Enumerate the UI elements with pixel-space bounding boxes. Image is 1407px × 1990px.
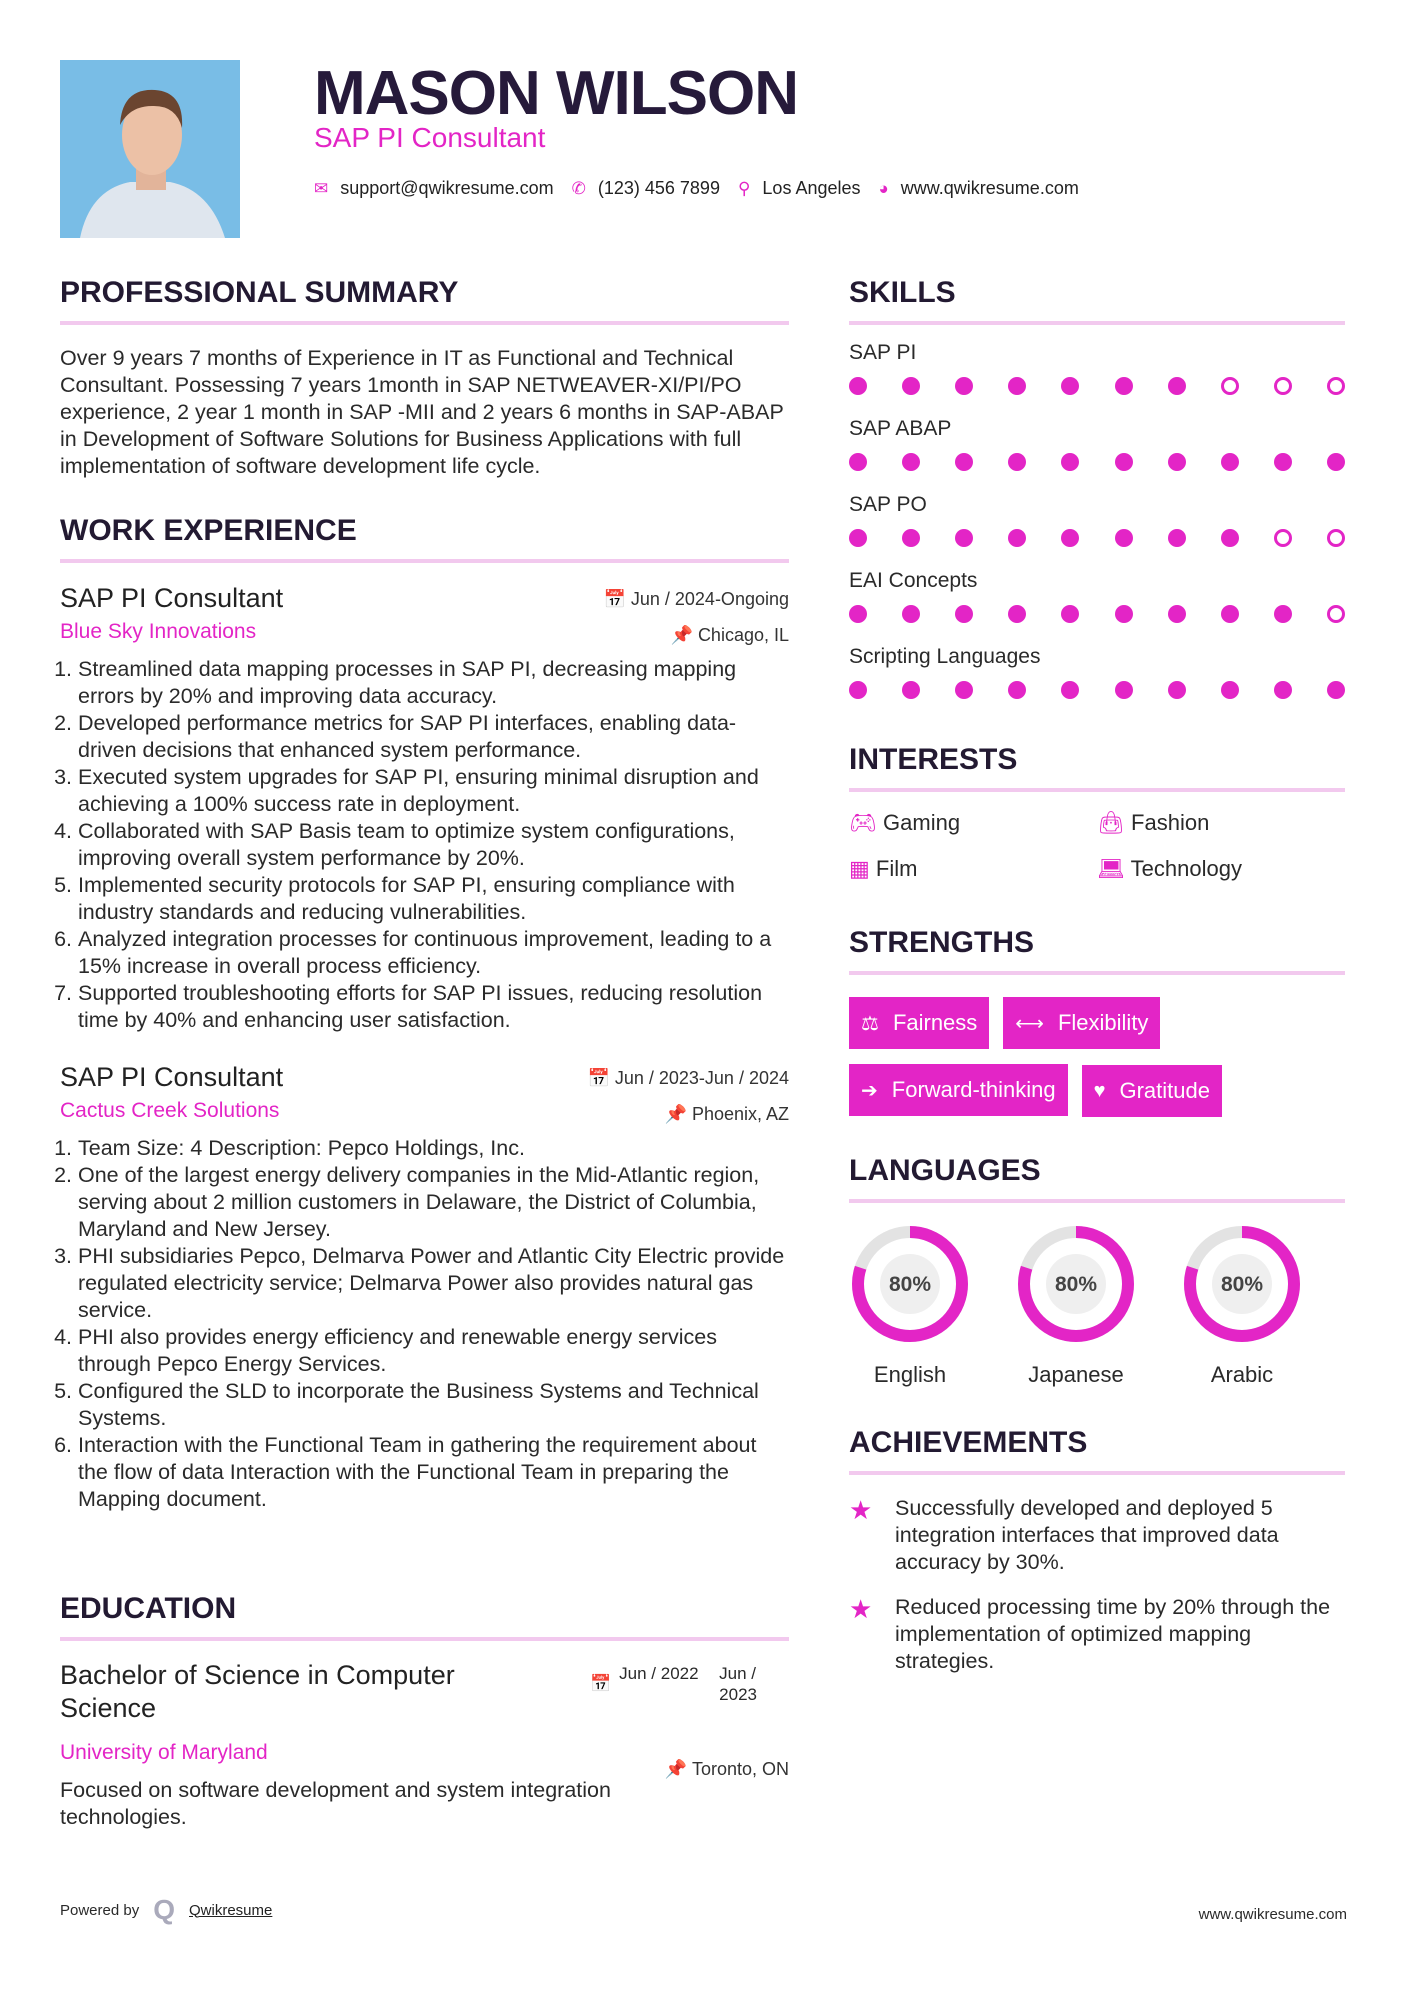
section-heading: INTERESTS	[849, 743, 1018, 776]
summary-section	[60, 276, 789, 480]
rating-dot	[955, 529, 973, 547]
rating-dot	[849, 681, 867, 699]
rating-dot	[902, 605, 920, 623]
rating-dot	[1008, 681, 1026, 699]
rating-dot	[1115, 529, 1133, 547]
rating-dot	[955, 453, 973, 471]
language-progress-ring	[845, 1219, 975, 1349]
strength-gratitude	[1082, 1065, 1222, 1117]
rating-dot	[1061, 605, 1079, 623]
list-item: 1. Streamlined data mapping processes in SAP PI, decreasing mapping errors by 20% and improving data accuracy.	[78, 656, 789, 710]
list-item: 4. PHI also provides energy efficiency and renewable energy services through Pepco Energy Services.	[78, 1324, 789, 1378]
email[interactable]: support@qwikresume.com	[340, 178, 554, 198]
skill-name: SAP PO	[849, 493, 927, 516]
skill-name: EAI Concepts	[849, 569, 978, 592]
rating-dot	[902, 529, 920, 547]
job-date	[603, 589, 789, 610]
powered-by-label: Powered by	[60, 1901, 140, 1919]
pin-icon: 📌	[664, 1104, 692, 1124]
skill-rating	[849, 681, 1345, 699]
rating-dot	[1274, 529, 1292, 547]
date-text: Jun / 2023-Jun / 2024	[614, 1068, 789, 1088]
education-text: Focused on software development and system integration technologies.	[60, 1778, 611, 1829]
list-item: 5. Configured the SLD to incorporate the Business Systems and Technical Systems.	[78, 1378, 789, 1432]
divider	[60, 559, 789, 563]
footer-website[interactable]: www.qwikresume.com	[1198, 1906, 1347, 1923]
skill-item	[849, 341, 1345, 395]
rating-dot	[955, 681, 973, 699]
rating-dot	[955, 605, 973, 623]
section-heading: SKILLS	[849, 276, 956, 309]
language-name: Japanese	[1028, 1362, 1124, 1387]
rating-dot	[902, 453, 920, 471]
rating-dot	[1168, 681, 1186, 699]
phone-icon: ✆	[571, 178, 586, 198]
envelope-icon: ✉	[314, 178, 329, 198]
job-bullets	[60, 1135, 789, 1513]
job-entry	[60, 583, 789, 1034]
job-title: SAP PI Consultant	[314, 122, 546, 153]
rating-dot	[1115, 681, 1133, 699]
percent-label: 80%	[888, 1273, 932, 1296]
rating-dot	[902, 681, 920, 699]
list-item: 3. PHI subsidiaries Pepco, Delmarva Power and Atlantic City Electric provide regulated electricity service; Delmarva Power also provides natural gas service.	[78, 1243, 789, 1324]
strength-label: Forward-thinking	[891, 1077, 1056, 1102]
rating-dot	[1061, 681, 1079, 699]
rating-dot	[955, 377, 973, 395]
strength-forward-thinking	[849, 1064, 1068, 1116]
section-heading: PROFESSIONAL SUMMARY	[60, 276, 459, 309]
divider	[849, 971, 1345, 975]
job-location	[665, 1104, 789, 1125]
calendar-icon: 📅	[590, 1674, 612, 1693]
start-date: Jun / 2022	[619, 1664, 699, 1683]
rating-dot	[1115, 453, 1133, 471]
interests-section	[849, 743, 1345, 882]
list-item: 6. Interaction with the Functional Team in gathering the requirement about the flow of data Interaction with the Functional Team in preparing the Mapping document.	[78, 1432, 789, 1513]
interest-technology	[1097, 856, 1345, 882]
rating-dot	[1327, 681, 1345, 699]
school: University of Maryland	[60, 1741, 268, 1764]
achievement-item	[849, 1495, 1345, 1576]
rating-dot	[1168, 453, 1186, 471]
language-item	[1177, 1219, 1307, 1388]
rating-dot	[1221, 529, 1239, 547]
rating-dot	[849, 377, 867, 395]
job-title: SAP PI Consultant	[60, 1062, 284, 1092]
rating-dot	[1061, 377, 1079, 395]
section-heading: WORK EXPERIENCE	[60, 514, 357, 547]
interest-label: Fashion	[1131, 810, 1210, 835]
location-text: Toronto, ON	[691, 1759, 789, 1779]
skill-item	[849, 569, 1345, 623]
skills-section	[849, 276, 1345, 721]
rating-dot	[1115, 377, 1133, 395]
job-entry	[60, 1062, 789, 1513]
achievement-text: Successfully developed and deployed 5 integration interfaces that improved data accuracy by 30%.	[895, 1496, 1279, 1574]
job-title: SAP PI Consultant	[60, 583, 284, 613]
rating-dot	[1274, 453, 1292, 471]
rating-dot	[1061, 529, 1079, 547]
profile-photo	[60, 60, 240, 238]
divider	[849, 1199, 1345, 1203]
rating-dot	[1327, 529, 1345, 547]
rating-dot	[1008, 453, 1026, 471]
end-date: Jun / 2023	[719, 1664, 757, 1704]
map-pin-icon: ⚲	[737, 178, 751, 198]
company: Cactus Creek Solutions	[60, 1099, 280, 1122]
interest-label: Gaming	[883, 810, 961, 835]
degree: Bachelor of Science in Computer Science	[60, 1660, 455, 1723]
skill-item	[849, 493, 1345, 547]
rating-dot	[1327, 453, 1345, 471]
skill-rating	[849, 529, 1345, 547]
strengths-section	[849, 926, 1345, 1117]
rating-dot	[1221, 453, 1239, 471]
summary-text: Over 9 years 7 months of Experience in IT as Functional and Technical Consultant. Possessing 7 years 1month in SAP NETWEAVER-XI/PI/PO experience, 2 year 1 month in SAP -MII and 2 years 6 months in SAP-ABAP in Development of Software Solutions for Business Applications with full implementation of software development life cycle.	[60, 346, 784, 478]
language-progress-ring	[1177, 1219, 1307, 1349]
work-section	[60, 514, 789, 1513]
skill-item	[849, 645, 1345, 699]
skill-rating	[849, 453, 1345, 471]
education-dates	[590, 1663, 779, 1705]
footer-powered	[60, 1894, 272, 1926]
rating-dot	[1274, 681, 1292, 699]
phone: (123) 456 7899	[597, 178, 720, 198]
film-icon: ▦	[849, 856, 876, 881]
pin-icon: 📌	[670, 625, 698, 645]
list-item: 2. Developed performance metrics for SAP PI interfaces, enabling data-driven decisions that enhanced system performance.	[78, 710, 789, 764]
shooting-star-icon: ★	[849, 1594, 873, 1624]
section-heading: STRENGTHS	[849, 926, 1035, 959]
rating-dot	[1168, 377, 1186, 395]
interest-film	[849, 856, 1097, 882]
list-item: 1. Team Size: 4 Description: Pepco Holdings, Inc.	[78, 1135, 789, 1162]
company: Blue Sky Innovations	[60, 620, 257, 643]
qwikresume-link[interactable]: Qwikresume	[189, 1901, 273, 1919]
website[interactable]: www.qwikresume.com	[900, 178, 1079, 198]
divider	[849, 321, 1345, 325]
interest-fashion	[1097, 810, 1345, 836]
gamepad-icon: 🎮︎	[849, 810, 884, 835]
candidate-name: MASON WILSON	[314, 59, 798, 128]
rating-dot	[1008, 529, 1026, 547]
skill-name: Scripting Languages	[849, 645, 1041, 668]
language-name: English	[873, 1362, 947, 1387]
contact-row	[314, 178, 1097, 199]
job-date	[587, 1068, 789, 1089]
skill-item	[849, 417, 1345, 471]
calendar-icon: 📅	[603, 589, 631, 609]
location: Los Angeles	[762, 178, 861, 198]
interest-gaming	[849, 810, 1097, 836]
rating-dot	[1168, 529, 1186, 547]
balance-scale-icon: ⚖	[861, 1012, 879, 1035]
location-text: Chicago, IL	[697, 625, 789, 645]
pin-icon: 📌	[664, 1759, 692, 1779]
rating-dot	[1327, 377, 1345, 395]
calendar-icon: 📅	[587, 1068, 615, 1088]
location-text: Phoenix, AZ	[691, 1104, 789, 1124]
list-item: 7. Supported troubleshooting efforts for SAP PI issues, reducing resolution time by 40% and enhancing user satisfaction.	[78, 980, 789, 1034]
rating-dot	[1008, 605, 1026, 623]
languages-section	[849, 1154, 1345, 1388]
strength-fairness	[849, 997, 989, 1049]
rating-dot	[1221, 377, 1239, 395]
divider	[849, 788, 1345, 792]
rating-dot	[1274, 377, 1292, 395]
list-item: 2. One of the largest energy delivery companies in the Mid-Atlantic region, serving about 2 million customers in Delaware, the District of Columbia, Maryland and New Jersey.	[78, 1162, 789, 1243]
education-section	[60, 1592, 789, 1829]
interest-label: Film	[875, 856, 918, 881]
language-item	[845, 1219, 975, 1388]
education-location	[665, 1759, 789, 1780]
achievement-text: Reduced processing time by 20% through the implementation of optimized mapping strategies.	[895, 1595, 1331, 1673]
rating-dot	[849, 605, 867, 623]
skill-name: SAP ABAP	[849, 417, 952, 440]
divider	[849, 1471, 1345, 1475]
divider	[60, 321, 789, 325]
list-item: 6. Analyzed integration processes for continuous improvement, leading to a 15% increase in overall process efficiency.	[78, 926, 789, 980]
rating-dot	[902, 377, 920, 395]
language-progress-ring	[1011, 1219, 1141, 1349]
list-item: 3. Executed system upgrades for SAP PI, ensuring minimal disruption and achieving a 100% success rate in deployment.	[78, 764, 789, 818]
rating-dot	[1221, 605, 1239, 623]
qwikresume-logo-icon: Q	[153, 1894, 175, 1925]
achievements-section	[849, 1426, 1345, 1675]
heart-icon: ♥	[1093, 1079, 1106, 1102]
language-item	[1011, 1219, 1141, 1388]
section-heading: EDUCATION	[60, 1592, 237, 1625]
section-heading: LANGUAGES	[849, 1154, 1041, 1187]
skill-rating	[849, 605, 1345, 623]
divider	[60, 1637, 789, 1641]
arrows-horizontal-icon: ⟷	[1015, 1012, 1044, 1035]
language-name: Arabic	[1210, 1362, 1274, 1387]
percent-label: 80%	[1054, 1273, 1098, 1296]
percent-label: 80%	[1220, 1273, 1264, 1296]
rating-dot	[1168, 605, 1186, 623]
list-item: 5. Implemented security protocols for SAP PI, ensuring compliance with industry standards and reducing vulnerabilities.	[78, 872, 789, 926]
job-bullets	[60, 656, 789, 1034]
rating-dot	[1008, 377, 1026, 395]
rating-dot	[1115, 605, 1133, 623]
rating-dot	[849, 529, 867, 547]
strength-label: Fairness	[892, 1010, 978, 1035]
skill-name: SAP PI	[849, 341, 917, 364]
achievement-item	[849, 1594, 1345, 1675]
rating-dot	[1274, 605, 1292, 623]
rating-dot	[1061, 453, 1079, 471]
strength-flexibility	[1003, 997, 1160, 1049]
date-text: Jun / 2024-Ongoing	[630, 589, 789, 609]
rating-dot	[1221, 681, 1239, 699]
strength-label: Gratitude	[1119, 1078, 1210, 1103]
list-item: 4. Collaborated with SAP Basis team to optimize system configurations, improving overall system performance by 20%.	[78, 818, 789, 872]
globe-icon: ◕	[878, 178, 889, 198]
job-location	[671, 625, 789, 646]
section-heading: ACHIEVEMENTS	[849, 1426, 1088, 1459]
arrow-right-icon: ➔	[861, 1079, 878, 1102]
shopping-bag-icon: 👜︎	[1097, 810, 1132, 835]
strength-label: Flexibility	[1057, 1010, 1149, 1035]
interest-label: Technology	[1130, 856, 1242, 881]
rating-dot	[1327, 605, 1345, 623]
shooting-star-icon: ★	[849, 1495, 873, 1525]
laptop-icon: 💻︎	[1097, 856, 1131, 881]
skill-rating	[849, 377, 1345, 395]
rating-dot	[849, 453, 867, 471]
